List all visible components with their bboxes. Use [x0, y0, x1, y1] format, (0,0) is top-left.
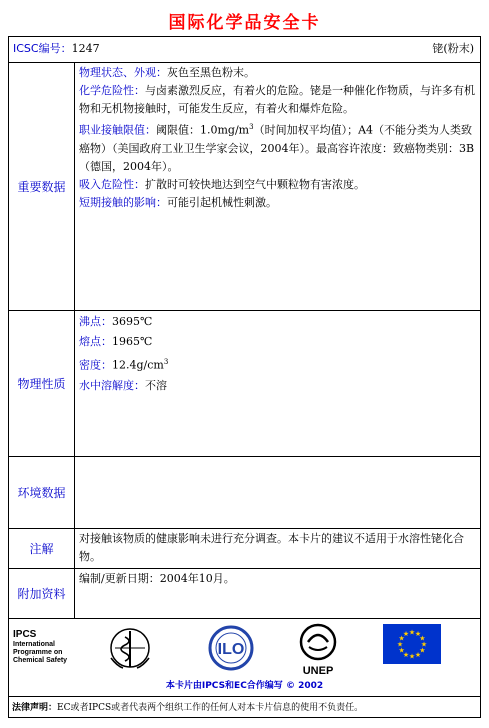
chemical-hazard-item: 化学危险性：与卤素激烈反应，有着火的危险。铑是一种催化作物质，与许多有机物和无机物接触时，可能发生反应，有着火和爆炸危险。	[79, 84, 475, 115]
ipcs-text-logo: IPCS International Programme on Chemical Safety	[13, 629, 68, 664]
section-environmental-data	[9, 457, 480, 529]
important-data-content	[76, 63, 480, 310]
section-label: 注解	[9, 529, 75, 568]
eu-star-icon: ★	[419, 634, 426, 643]
boiling-point: 沸点：3695℃	[79, 315, 153, 328]
water-solubility: 水中溶解度：不溶	[79, 378, 167, 392]
inhalation-hazard-item: 吸入危险性：扩散时可较快地达到空气中颗粒物有害浓度。	[79, 177, 365, 191]
icsc-id	[13, 37, 100, 61]
card-title: 国际化学品安全卡	[168, 13, 321, 33]
exposure-limit-item: 职业接触限值：阈限值：$1.0mg/m^3$（时间加权平均值）；A4（不能分类为人类致癌物）（美国政府工业卫生学家会议，2004年）。最高容许浓度：致癌物类别：3B（德国，2004年）。	[79, 123, 475, 173]
legal-notice	[9, 697, 480, 717]
section-label: 物理性质	[9, 311, 75, 456]
short-term-effects-item: 短期接触的影响：可能引起机械性刺激。	[79, 195, 277, 209]
unep-emblem-icon	[295, 623, 341, 663]
legal-text: EC或者IPCS或者代表两个组织工作的任何人对本卡片信息的使用不负责任。	[57, 703, 364, 713]
section-label: 重要数据	[9, 63, 75, 310]
physical-properties-content	[76, 311, 480, 456]
cooperation-note: 本卡片由IPCS和EC合作编写 © 2002	[165, 681, 324, 691]
section-physical-properties	[9, 311, 480, 457]
environmental-data-content	[76, 457, 480, 528]
eu-star-icon: ★	[419, 646, 426, 655]
icsc-number: 1247	[71, 42, 100, 55]
who-emblem-icon	[105, 623, 155, 673]
eu-star-icon: ★	[414, 630, 422, 639]
physical-state-item: 物理状态、外观：灰色至黑色粉末。	[79, 66, 255, 79]
section-important-data	[9, 63, 480, 311]
chemical-safety-card	[8, 36, 481, 718]
eu-star-icon: ★	[420, 640, 428, 649]
eu-star-icon: ★	[408, 628, 416, 637]
eu-star-icon: ★	[398, 634, 405, 643]
legal-label: 法律声明：	[12, 703, 58, 713]
eu-star-icon: ★	[402, 650, 410, 659]
card-header-row	[9, 37, 480, 63]
unep-logo: UNEP	[295, 623, 341, 681]
section-additional-info	[9, 569, 480, 619]
substance-name: 铑(粉末)	[432, 42, 474, 55]
svg-text:ILO: ILO	[217, 641, 245, 658]
logo-strip	[9, 619, 480, 697]
eu-star-icon: ★	[408, 652, 416, 661]
icsc-label: ICSC编号：	[13, 42, 72, 55]
additional-info-content: 编制/更新日期：2004年10月。	[79, 572, 235, 585]
melting-point: 熔点：1965℃	[79, 335, 153, 348]
density: 密度：$12.4g/cm^3$	[79, 358, 169, 372]
eu-star-icon: ★	[398, 646, 405, 655]
notes-content: 对接触该物质的健康影响未进行充分调查。本卡片的建议不适用于水溶性铑化合物。	[79, 532, 464, 563]
ilo-emblem-icon	[205, 624, 257, 674]
section-notes	[9, 529, 480, 569]
eu-star-icon: ★	[396, 640, 404, 649]
section-label: 附加资料	[9, 569, 75, 618]
eu-star-icon: ★	[414, 650, 422, 659]
section-label: 环境数据	[9, 457, 75, 528]
eu-flag-icon	[383, 624, 441, 664]
eu-star-icon: ★	[402, 630, 410, 639]
